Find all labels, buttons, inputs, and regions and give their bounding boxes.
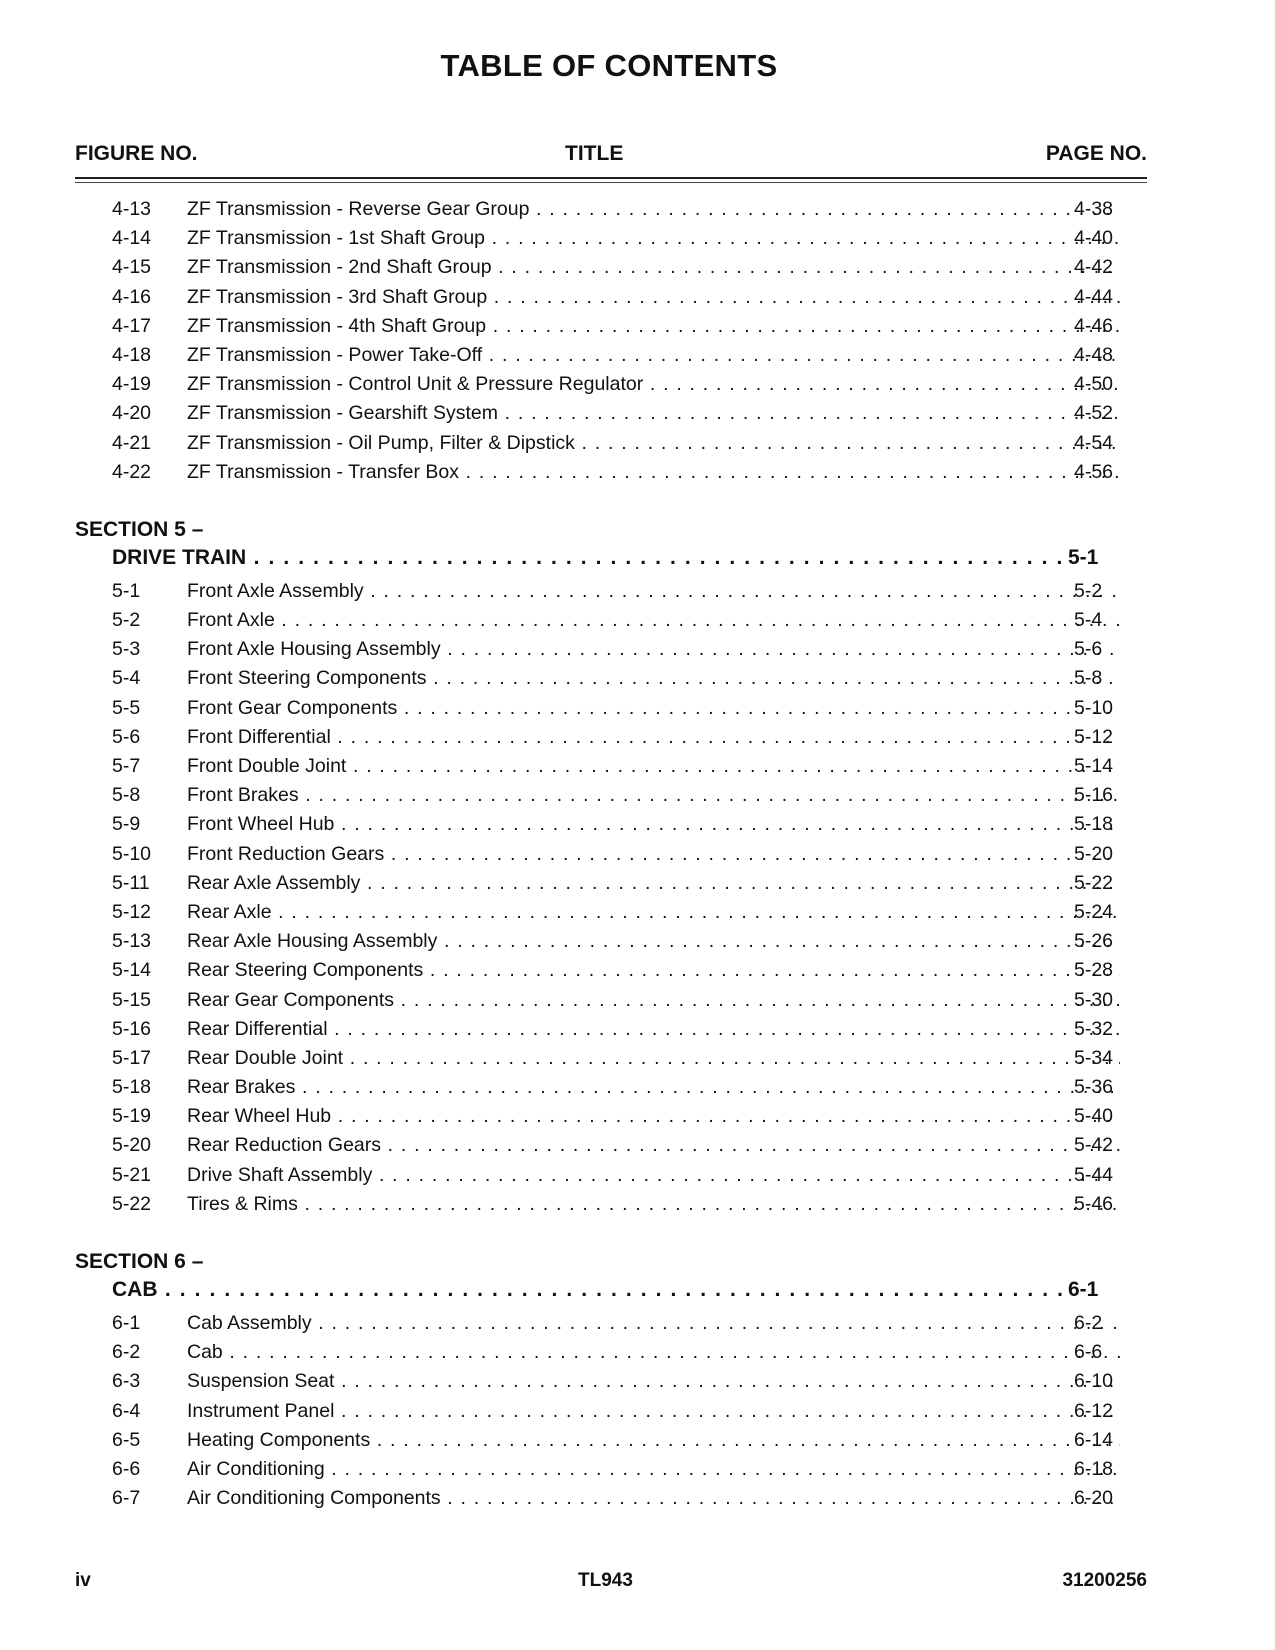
toc-entry[interactable]	[0, 1309, 1275, 1338]
page-number: 6-6	[1074, 1341, 1103, 1364]
toc-entry[interactable]	[0, 1015, 1275, 1044]
figure-number: 4-21	[112, 431, 152, 454]
toc-entry[interactable]	[0, 312, 1275, 341]
footer-doc-number: 31200256	[1062, 1570, 1147, 1591]
entry-title: ZF Transmission - 1st Shaft Group . . .	[187, 224, 1120, 253]
entry-title: Rear Reduction Gears . . .	[187, 1131, 1120, 1160]
toc-entry[interactable]	[0, 1367, 1275, 1396]
figure-number: 4-16	[112, 285, 152, 308]
figure-number: 5-2	[112, 609, 141, 632]
entry-title: Air Conditioning . . .	[187, 1455, 1120, 1484]
figure-number: 6-7	[112, 1487, 141, 1510]
entry-title: Front Steering Components . . .	[187, 664, 1120, 693]
figure-number: 6-4	[112, 1399, 141, 1422]
entry-title: Rear Wheel Hub . . .	[187, 1102, 1120, 1131]
page-number: 5-40	[1074, 1105, 1114, 1128]
toc-entry[interactable]	[0, 723, 1275, 752]
entry-title: Front Double Joint . . .	[187, 752, 1120, 781]
figure-number: 5-19	[112, 1105, 152, 1128]
toc-entry[interactable]	[0, 1338, 1275, 1367]
toc-entry[interactable]	[0, 458, 1275, 487]
entry-title: Rear Steering Components . . .	[187, 956, 1120, 985]
page-number: 5-42	[1074, 1134, 1114, 1157]
section-title-row[interactable]	[0, 543, 1275, 572]
toc-entry[interactable]	[0, 399, 1275, 428]
figure-number: 5-18	[112, 1076, 152, 1099]
page-number: 4-46	[1074, 314, 1114, 337]
figure-number: 4-15	[112, 256, 152, 279]
title-header: TITLE	[565, 142, 624, 165]
section-title-row[interactable]	[0, 1275, 1275, 1304]
entry-title: ZF Transmission - 2nd Shaft Group . . .	[187, 253, 1120, 282]
page-number: 5-46	[1074, 1192, 1114, 1215]
entry-title: Rear Axle Assembly . . .	[187, 869, 1120, 898]
toc-entry[interactable]	[0, 429, 1275, 458]
page-title: TABLE OF CONTENTS	[440, 48, 778, 83]
toc-entry[interactable]	[0, 1190, 1275, 1219]
page-number: 4-44	[1074, 285, 1114, 308]
entry-title: Air Conditioning Components . . .	[187, 1484, 1120, 1513]
figure-number: 4-22	[112, 460, 152, 483]
page-number: 5-10	[1074, 696, 1114, 719]
toc-entry[interactable]	[0, 956, 1275, 985]
figure-number: 5-15	[112, 988, 152, 1011]
entry-title: ZF Transmission - Power Take-Off . . .	[187, 341, 1120, 370]
entry-title: Rear Gear Components . . .	[187, 986, 1120, 1015]
toc-entry[interactable]	[0, 1131, 1275, 1160]
entry-title: ZF Transmission - Reverse Gear Group . . .	[187, 195, 1120, 224]
toc-entry[interactable]	[0, 635, 1275, 664]
page-number: 4-52	[1074, 402, 1114, 425]
figure-number: 6-3	[112, 1370, 141, 1393]
entry-title: Rear Brakes . . .	[187, 1073, 1120, 1102]
figure-number: 4-18	[112, 343, 152, 366]
entry-title: Rear Double Joint . . .	[187, 1044, 1120, 1073]
page-number: 5-20	[1074, 842, 1114, 865]
section-title: DRIVE TRAIN . . .	[112, 543, 1068, 572]
page-number: 4-42	[1074, 256, 1114, 279]
entry-title: Cab Assembly . . .	[187, 1309, 1120, 1338]
page-number: 6-18	[1074, 1457, 1114, 1480]
page-number: 4-56	[1074, 460, 1114, 483]
page-number: 5-12	[1074, 725, 1114, 748]
page-number: 4-48	[1074, 343, 1114, 366]
page-number: 5-16	[1074, 784, 1114, 807]
figure-number: 6-5	[112, 1428, 141, 1451]
entry-title: Front Reduction Gears . . .	[187, 840, 1120, 869]
toc-entry[interactable]	[0, 664, 1275, 693]
figure-number: 5-11	[112, 871, 150, 894]
figure-number: 5-10	[112, 842, 152, 865]
figure-number: 6-2	[112, 1341, 141, 1364]
page-number: 5-32	[1074, 1017, 1114, 1040]
toc-entry[interactable]	[0, 606, 1275, 635]
toc-entry[interactable]	[0, 752, 1275, 781]
toc-entry[interactable]	[0, 694, 1275, 723]
page-number: 6-10	[1074, 1370, 1114, 1393]
figure-number: 5-3	[112, 638, 141, 661]
figure-number: 5-1	[112, 579, 141, 602]
figure-number: 5-17	[112, 1046, 152, 1069]
toc-entry[interactable]	[0, 898, 1275, 927]
toc-entry[interactable]	[0, 869, 1275, 898]
toc-list	[0, 195, 1275, 1513]
figure-number: 4-17	[112, 314, 152, 337]
footer-model: TL943	[578, 1570, 633, 1591]
header-rule-thin	[75, 182, 1147, 183]
toc-entry[interactable]	[0, 283, 1275, 312]
entry-title: ZF Transmission - Oil Pump, Filter & Dipstick . . .	[187, 429, 1120, 458]
entry-title: Tires & Rims . . .	[187, 1190, 1120, 1219]
figure-number: 5-5	[112, 696, 141, 719]
entry-title: Front Gear Components . . .	[187, 694, 1120, 723]
page-number: 6-12	[1074, 1399, 1114, 1422]
figure-number: 4-19	[112, 373, 152, 396]
toc-entry[interactable]	[0, 1073, 1275, 1102]
figure-number: 6-6	[112, 1457, 141, 1480]
page-number: 5-2	[1074, 579, 1103, 602]
toc-entry[interactable]	[0, 1484, 1275, 1513]
page-number: 6-2	[1074, 1312, 1103, 1334]
figure-number: 5-12	[112, 900, 152, 923]
entry-title: Front Axle . . .	[187, 606, 1120, 635]
page-number: 4-38	[1074, 198, 1114, 220]
toc-entry[interactable]	[0, 195, 1275, 224]
entry-title: Front Axle Assembly . . .	[187, 577, 1120, 606]
section-page: 5-1	[1068, 545, 1099, 569]
entry-title: Front Differential . . .	[187, 723, 1120, 752]
entry-title: Cab . . .	[187, 1338, 1120, 1367]
figure-number: 6-1	[112, 1312, 141, 1334]
toc-entry[interactable]	[0, 1044, 1275, 1073]
page-number: 5-14	[1074, 755, 1114, 777]
column-headers	[75, 142, 1147, 172]
entry-title: Heating Components . . .	[187, 1426, 1120, 1455]
entry-title: Front Axle Housing Assembly . . .	[187, 635, 1120, 664]
page-number: 6-20	[1074, 1487, 1114, 1510]
entry-title: ZF Transmission - Transfer Box . . .	[187, 458, 1120, 487]
figure-number: 4-20	[112, 402, 152, 425]
toc-entry[interactable]	[0, 1161, 1275, 1190]
toc-entry[interactable]	[0, 781, 1275, 810]
page-number: 5-24	[1074, 900, 1114, 923]
page-footer	[75, 1570, 1147, 1596]
footer-page-number: iv	[75, 1570, 91, 1591]
entry-title: Rear Axle Housing Assembly . . .	[187, 927, 1120, 956]
page-number: 5-28	[1074, 959, 1114, 982]
entry-title: ZF Transmission - 3rd Shaft Group . . .	[187, 283, 1120, 312]
toc-entry[interactable]	[0, 810, 1275, 839]
page-number: 5-30	[1074, 988, 1114, 1011]
figure-number: 5-4	[112, 667, 141, 690]
entry-title: Front Brakes . . .	[187, 781, 1120, 810]
toc-entry[interactable]	[0, 341, 1275, 370]
figure-number: 5-20	[112, 1134, 152, 1157]
page-number: 5-26	[1074, 930, 1114, 953]
entry-title: ZF Transmission - Gearshift System . . .	[187, 399, 1120, 428]
page-number: 5-34	[1074, 1046, 1114, 1069]
page-number: 6-14	[1074, 1428, 1114, 1451]
toc-entry[interactable]	[0, 253, 1275, 282]
figure-no-header: FIGURE NO.	[75, 142, 198, 165]
entry-title: ZF Transmission - 4th Shaft Group . . .	[187, 312, 1120, 341]
figure-number: 5-16	[112, 1017, 152, 1040]
entry-title: ZF Transmission - Control Unit & Pressure Regulator . . .	[187, 370, 1120, 399]
section-label: SECTION 5 –	[75, 517, 204, 541]
page-no-header: PAGE NO.	[1045, 142, 1147, 165]
figure-number: 5-14	[112, 959, 152, 982]
section-page: 6-1	[1068, 1278, 1099, 1301]
toc-entry[interactable]	[0, 1102, 1275, 1131]
figure-number: 5-9	[112, 813, 141, 836]
page-number: 5-44	[1074, 1163, 1114, 1186]
toc-entry[interactable]	[0, 1455, 1275, 1484]
section-label: SECTION 6 –	[75, 1250, 204, 1273]
toc-entry[interactable]	[0, 927, 1275, 956]
page-number: 5-18	[1074, 813, 1114, 836]
figure-number: 5-6	[112, 725, 141, 748]
page-number: 5-8	[1074, 667, 1103, 690]
header-rule	[75, 177, 1147, 179]
entry-title: Rear Axle . . .	[187, 898, 1120, 927]
figure-number: 5-8	[112, 784, 141, 807]
toc-entry[interactable]	[0, 986, 1275, 1015]
toc-entry[interactable]	[0, 1397, 1275, 1426]
entry-title: Instrument Panel . . .	[187, 1397, 1120, 1426]
toc-entry[interactable]	[0, 577, 1275, 606]
page-number: 5-6	[1074, 638, 1103, 661]
toc-entry[interactable]	[0, 1426, 1275, 1455]
page-number: 4-54	[1074, 431, 1114, 454]
entry-title: Drive Shaft Assembly . . .	[187, 1161, 1120, 1190]
toc-entry[interactable]	[0, 224, 1275, 253]
entry-title: Front Wheel Hub . . .	[187, 810, 1120, 839]
figure-number: 5-21	[112, 1163, 152, 1186]
page-number: 5-4	[1074, 609, 1103, 632]
page-number: 5-36	[1074, 1076, 1114, 1099]
toc-entry[interactable]	[0, 370, 1275, 399]
figure-number: 5-7	[112, 755, 141, 777]
figure-number: 4-14	[112, 227, 152, 250]
entry-title: Suspension Seat . . .	[187, 1367, 1120, 1396]
entry-title: Rear Differential . . .	[187, 1015, 1120, 1044]
figure-number: 5-22	[112, 1192, 152, 1215]
figure-number: 4-13	[112, 198, 152, 220]
page-number: 5-22	[1074, 871, 1114, 894]
figure-number: 5-13	[112, 930, 152, 953]
toc-entry[interactable]	[0, 840, 1275, 869]
page-number: 4-40	[1074, 227, 1114, 250]
page-number: 4-50	[1074, 373, 1114, 396]
section-title: CAB . . .	[112, 1275, 1068, 1304]
